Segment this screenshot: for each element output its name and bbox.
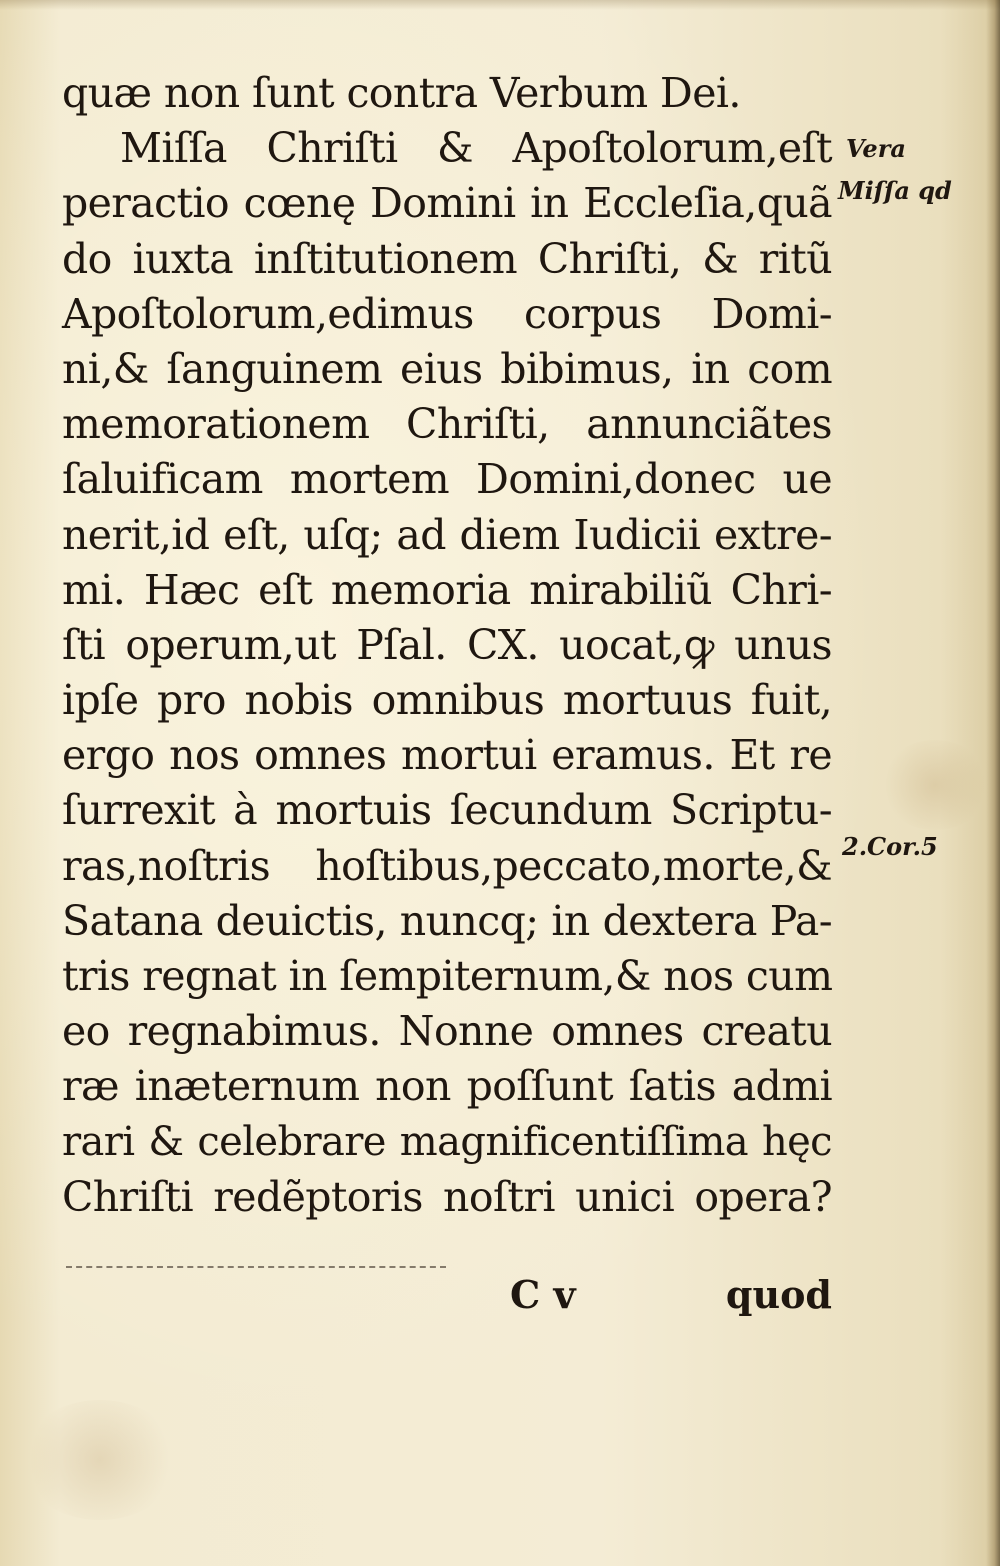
page-top-shadow <box>0 0 1000 10</box>
main-text-block <box>62 66 832 1225</box>
paper-stain <box>880 740 990 830</box>
text-line: ſurrexit à mortuis ſecundum Scriptu- <box>62 786 832 835</box>
text-line: tris regnat in ſempiternum,& nos cum <box>62 952 833 1000</box>
text-line: eo regnabimus. Nonne omnes creatu <box>62 1007 832 1056</box>
margin-note: Miſſa qd <box>838 176 952 205</box>
text-line: mi. Hæc eſt memoria mirabiliũ Chri- <box>62 565 832 614</box>
text-line: Chriſti redẽptoris noſtri unici opera? <box>62 1172 832 1221</box>
signature-line <box>62 1270 832 1320</box>
catchword: quod <box>725 1272 832 1317</box>
text-line: do iuxta inſtitutionem Chriſti, & ritũ <box>62 234 832 283</box>
text-line: ræ inæternum non poſſunt ſatis admi <box>62 1062 832 1111</box>
text-line: ni,& ſanguinem eius bibimus, in com <box>62 344 832 393</box>
paper-stain <box>20 1400 180 1520</box>
text-line: ſaluificam mortem Domini,donec ue <box>62 455 832 504</box>
text-line: rari & celebrare magnificentiſſima hęc <box>62 1118 832 1165</box>
margin-note: 2.Cor.5 <box>842 832 938 861</box>
margin-note: Vera <box>846 134 906 163</box>
text-line: Satana deuictis, nuncq; in dextera Pa- <box>62 896 832 945</box>
text-line: ras,noſtris hoſtibus,peccato,morte,& <box>62 841 832 890</box>
text-line: Miſſa Chriſti & Apoſtolorum,eſt <box>120 124 832 173</box>
text-line: peractio cœnę Domini in Eccleſia,quã <box>62 179 832 228</box>
text-line: ergo nos omnes mortui eramus. Et re <box>62 731 832 780</box>
text-line: quæ non ſunt contra Verbum Dei. <box>62 69 741 117</box>
text-line: ſti operum,ut Pſal. CX. uocat,ꝙ unus <box>62 620 832 669</box>
text-line: nerit,id eſt, uſq; ad diem Iudicii extre- <box>62 510 832 559</box>
text-line: Apoſtolorum,edimus corpus Domi- <box>62 289 832 338</box>
text-line: ipſe pro nobis omnibus mortuus fuit, <box>62 676 832 725</box>
signature-mark: C v <box>510 1272 576 1317</box>
text-line: memorationem Chriſti, annunciãtes <box>62 400 832 449</box>
